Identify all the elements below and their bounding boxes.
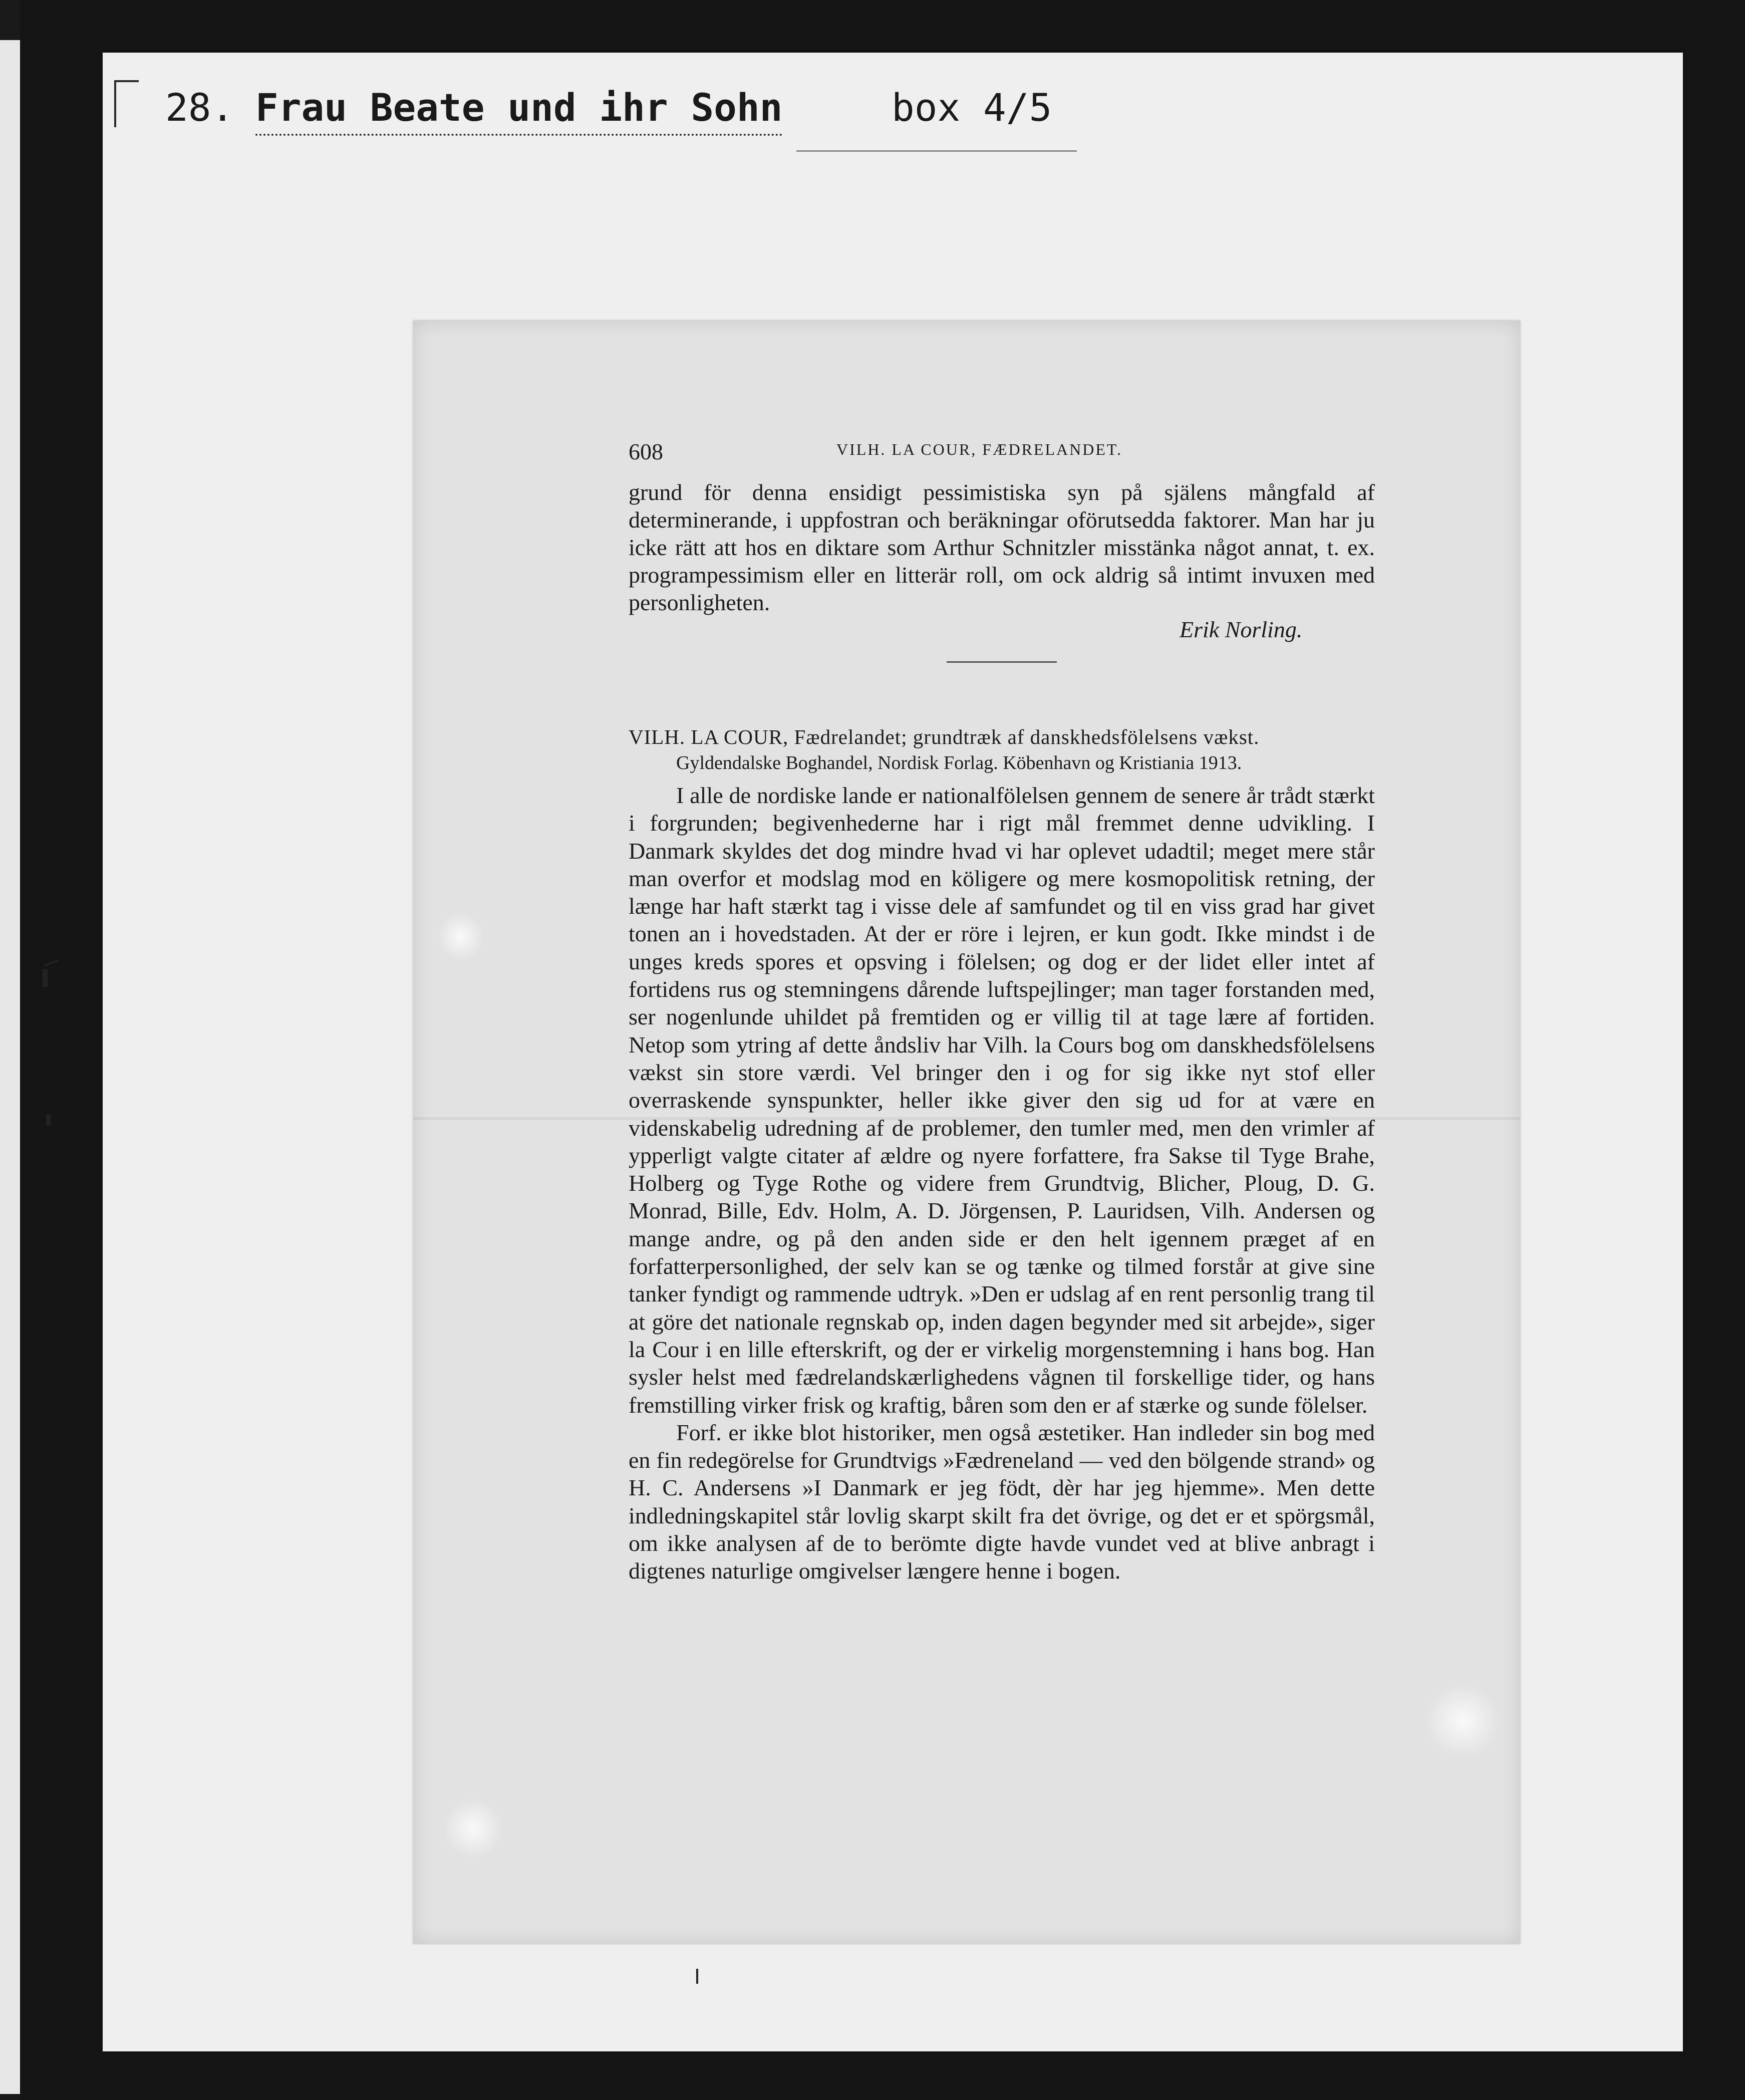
signature: Erik Norling.	[1180, 617, 1303, 642]
paragraph-2: I alle de nordiske lande er nationalfölelsen gennem de senere år trådt stærkt i forgrunden; begivenhederne har i rigt mål fremmet denne udvikling. I Danmark skyldes det dog mindre hvad vi har oplevet udadtil; meget mere står man overfor et modslag mod en köligere og mere kosmopolitisk retning, der længe har haft stærkt tag i visse dele af samfundet og til en viss grad har givet tonen an i hovedstaden. At der er röre i lejren, er kun godt. Ikke mindst i de unges kreds spores et opsving i fölelsen; og dog er der lidet eller intet af fortidens rus og stemningens dårende luftspejlinger; man tager forstanden med, ser nogenlunde uhildet på fremtiden og er villig til at tage lære af fortiden. Netop som ytring af dette åndsliv har Vilh. la Cours bog om danskhedsfölelsens vækst sin store værdi. Vel bringer den i og for sig ikke nyt stof eller overraskende synspunkter, heller ikke giver den sig ud for at være en videnskabelig udredning af de problemer, den tumler med, men den vrimler af ypperligt valgte citater af ældre og nyere forfattere, fra Sakse til Tyge Brahe, Holberg og Tyge Rothe og videre frem Grundtvig, Blicher, Ploug, D. G. Monrad, Bille, Edv. Holm, A. D. Jörgensen, P. Lauridsen, Vilh. Andersen og mange andre, og på den anden side er den helt igennem præget af en forfatterpersonlighed, der selv kan se og tænke og tilmed forstår at give sine tanker fyndigt og rammende udtryk. »Den er udslag af en rent personlig trang til at göre det nationale regnskab op, inden dagen begynder med sit arbejde», siger la Cour i en lille efterskrift, og der er virkelig morgenstemning i hans bog. Han sysler helst med fædrelandskærlighedens vågnen til forskellige tider, og hans fremstilling virker frisk og kraftig, båren som den er af stærke og sunde fölelser.	[629, 782, 1375, 1418]
card-corner-mark	[114, 80, 139, 127]
left-film-strip	[0, 40, 20, 2094]
paragraph-3: Forf. er ikke blot historiker, men også æstetiker. Han indleder sin bog med en fin redegörelse for Grundtvigs »Fædreneland — ved den bölgende strand» og H. C. Andersens »I Danmark er jeg födt, dèr har jeg hjemme». Men dette indledningskapitel står lovlig skarpt skilt fra det övrige, og det er et spörgsmål, om ikke analysen af de to berömte digte havde vundet ved at blive anbragt i digtenes naturlige omgivelser længere henne i bogen.	[629, 1419, 1375, 1584]
running-head-text: VILH. LA COUR, FÆDRELANDET.	[836, 440, 1123, 458]
paper-smudge	[438, 912, 483, 962]
scan-speck	[44, 959, 59, 966]
card-title: Frau Beate und ihr Sohn	[255, 85, 782, 136]
scan-speck	[46, 1115, 51, 1126]
review-title: VILH. LA COUR, Fædrelandet; grundtræk af danskhedsfölelsens vækst.	[629, 725, 1260, 748]
card-number: 28.	[165, 85, 234, 130]
card-box-label: box 4/5	[892, 85, 1052, 130]
paragraph-1: grund för denna ensidigt pessimistiska syn på själens mångfald af determinerande, i uppfostran och beräkningar oförutsedda faktorer. Man har ju icke rätt att hos en diktare som Arthur Schnitzler misstänka något annat, t. ex. programpessimism eller en litterär roll, om ock aldrig så intimt invuxen med personligheten.	[629, 479, 1375, 615]
pasted-page	[413, 321, 1520, 1944]
paper-smudge	[443, 1798, 503, 1859]
header-rule	[796, 150, 1077, 152]
review-heading	[629, 724, 1375, 776]
review-body	[629, 781, 1375, 1585]
page-number: 608	[629, 439, 663, 464]
scan-speck	[696, 1969, 698, 1984]
review-publisher: Gyldendalske Boghandel, Nordisk Forlag. Köbenhavn og Kristiania 1913.	[676, 752, 1242, 773]
scan-speck	[43, 969, 48, 987]
paper-smudge	[1425, 1683, 1500, 1758]
section-divider	[947, 661, 1057, 663]
running-head	[629, 438, 1375, 468]
